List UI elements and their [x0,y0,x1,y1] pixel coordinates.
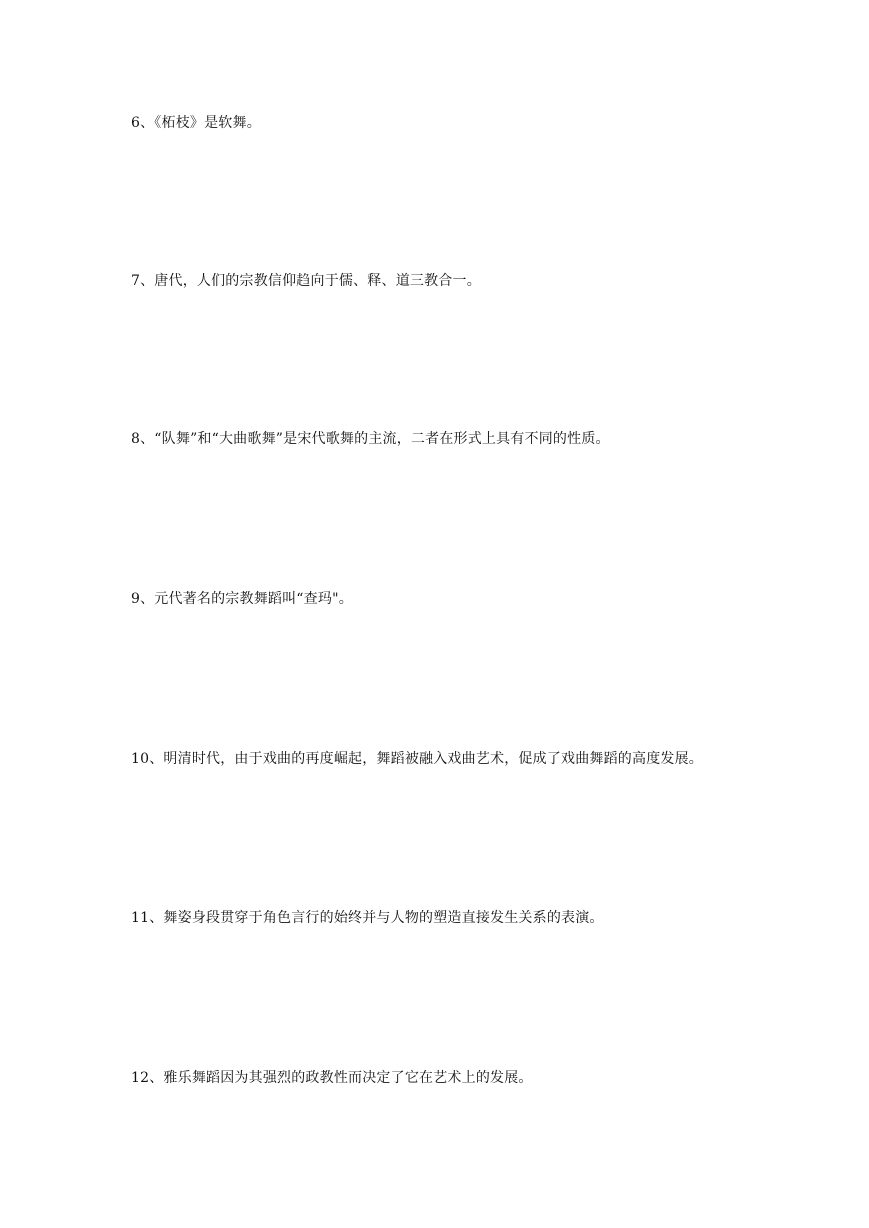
question-item-12: 12、雅乐舞蹈因为其强烈的政教性而决定了它在艺术上的发展。 [131,1070,533,1086]
question-item-8: 8、“队舞”和“大曲歌舞”是宋代歌舞的主流，二者在形式上具有不同的性质。 [131,431,610,447]
question-item-9: 9、元代著名的宗教舞蹈叫“查玛"。 [131,591,353,607]
question-item-11: 11、舞姿身段贯穿于角色言行的始终并与人物的塑造直接发生关系的表演。 [131,910,604,926]
question-item-6: 6、《柘枝》是软舞。 [131,115,261,131]
question-item-7: 7、唐代，人们的宗教信仰趋向于儒、释、道三教合一。 [131,273,481,289]
question-item-10: 10、明清时代，由于戏曲的再度崛起，舞蹈被融入戏曲艺术，促成了戏曲舞蹈的高度发展。 [131,751,704,767]
